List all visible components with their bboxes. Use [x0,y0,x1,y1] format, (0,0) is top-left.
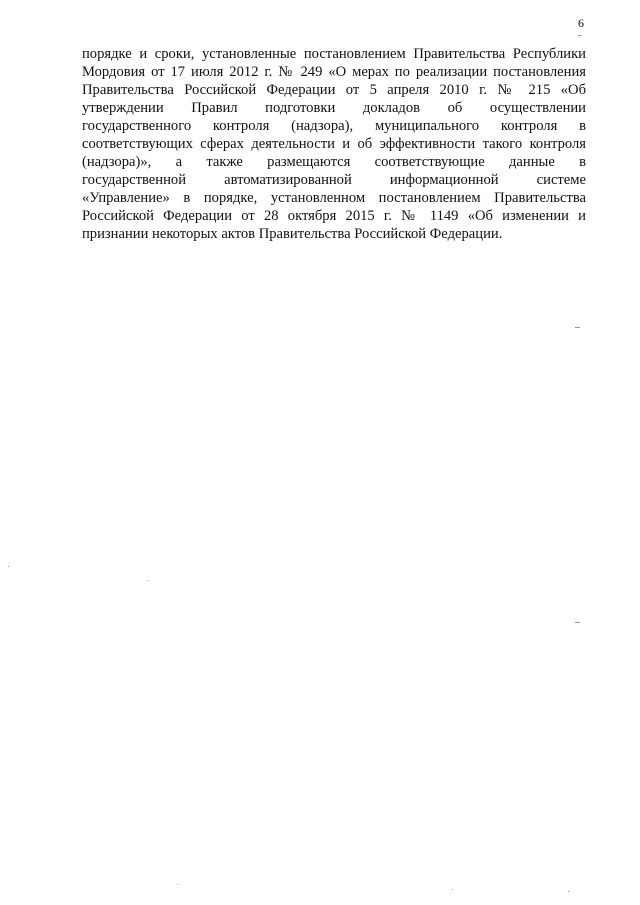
page-number: 6 [578,16,584,30]
text-line: государственной автоматизированной информационной системе [82,172,586,188]
scan-speck [452,889,453,890]
scan-speck [177,884,178,885]
text-line: государственного контроля (надзора), муниципального контроля в [82,118,586,134]
text-line: признании некоторых актов Правительства Российской Федерации. [82,226,503,242]
scan-speck [8,566,9,567]
text-line: соответствующих сферах деятельности и об эффективности такого контроля [82,136,586,152]
text-line: «Управление» в порядке, установленном постановлением Правительства [82,190,586,206]
text-line: Российской Федерации от 28 октября 2015 г. № 1149 «Об изменении и [82,208,586,224]
text-line: Правительства Российской Федерации от 5 апреля 2010 г. № 215 «Об [82,82,586,98]
scan-speck [575,327,580,328]
body-paragraph [82,45,586,243]
scan-speck [148,580,149,581]
scan-speck [578,35,581,36]
text-line: Мордовия от 17 июля 2012 г. № 249 «О мерах по реализации постановления [82,64,586,80]
text-line: (надзора)», а также размещаются соответствующие данные в [82,154,586,170]
scan-speck [568,891,569,892]
scan-speck [575,622,580,623]
text-line: порядке и сроки, установленные постановлением Правительства Республики [82,46,586,62]
text-line: утверждении Правил подготовки докладов об осуществлении [82,100,586,116]
